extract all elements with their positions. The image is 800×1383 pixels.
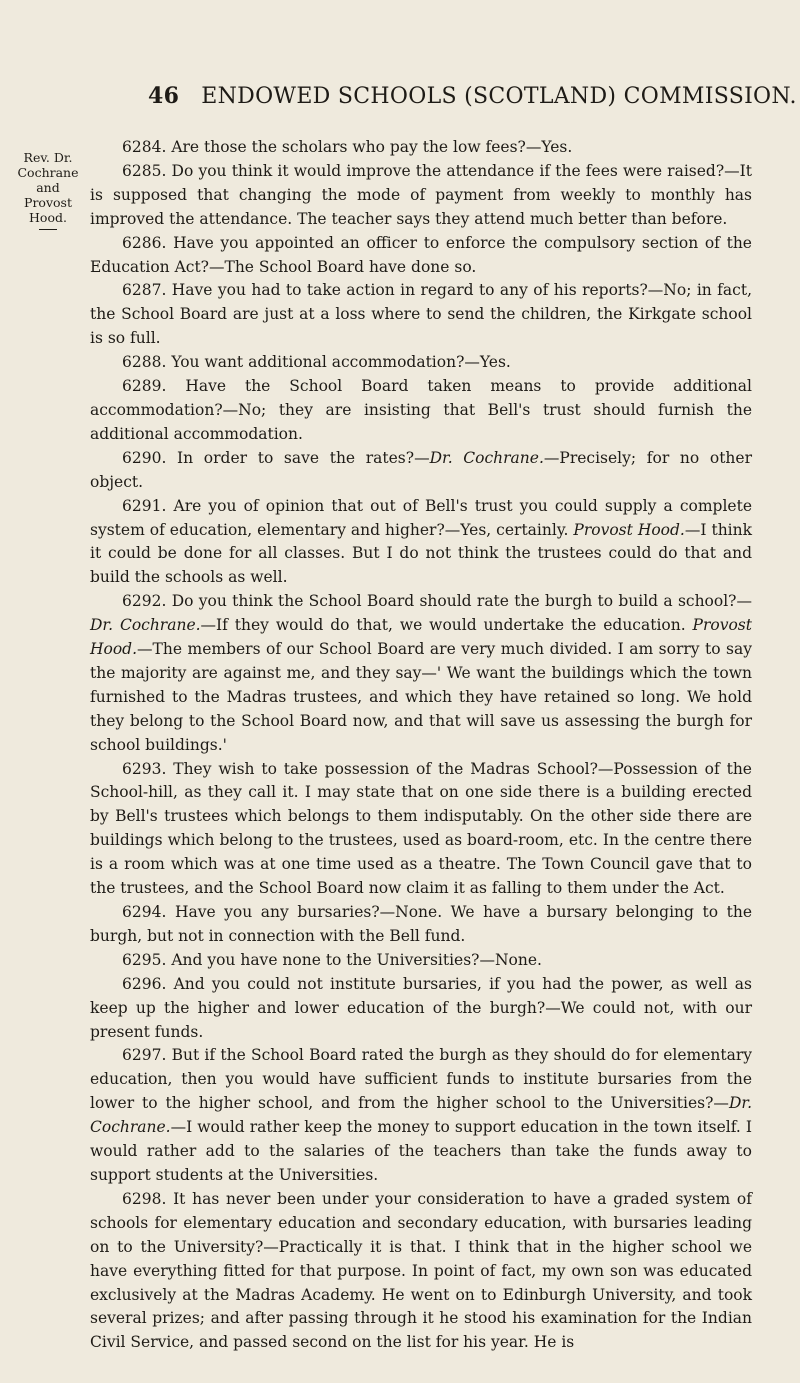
margin-note-line: Provost [24, 195, 72, 210]
question-number: 6289. [122, 377, 167, 396]
question-number: 6286. [122, 233, 167, 252]
speaker-name: Dr. Cochrane. [429, 448, 544, 467]
testimony-text: —The members of our School Board are very much divided. I am sorry to say the majority are against me, and they say—' We want the buildings which the town furnished to the Madras trustees, and which they have retained so long. We hold they belong to the School Board now, and that will save us assessing the burgh for school buildings.' [90, 640, 752, 754]
page-number: 46 [148, 83, 180, 109]
question-number: 6295. [122, 950, 167, 969]
testimony-paragraph [90, 590, 752, 757]
testimony-body [90, 136, 752, 1355]
testimony-text: In order to save the rates?— [177, 448, 430, 467]
testimony-paragraph [90, 495, 752, 591]
testimony-paragraph [90, 1044, 752, 1187]
testimony-paragraph [90, 375, 752, 447]
testimony-paragraph [90, 232, 752, 280]
margin-note-line: Hood. [29, 210, 67, 225]
testimony-text: —I think it could be done for all classes. But I do not think the trustees could do that and build the schools as well. [90, 520, 753, 587]
testimony-paragraph [90, 973, 752, 1045]
speaker-name: Dr. Cochrane. [90, 616, 201, 635]
testimony-paragraph [90, 136, 752, 160]
speaker-name: Dr. Cochrane. [90, 1094, 752, 1137]
testimony-text: They wish to take possession of the Madras School?—Possession of the School-hill, as they call it. I may state that on one side there is a building erected by Bell's trustees which belongs to them indisputably. On the other side there are buildings which belong to the trustees, used as board-room, etc. In the centre there is a room which was at one time used as a theatre. The Town Council gave that to the trustees, and the School Board now claim it as falling to them under the Act. [90, 759, 752, 898]
testimony-text: Have the School Board taken means to provide additional accommodation?—No; they are insisting that Bell's trust should furnish the additional accommodation. [90, 377, 752, 443]
margin-note-line: and [36, 180, 60, 195]
testimony-paragraph [90, 758, 752, 901]
testimony-paragraph [90, 160, 752, 232]
question-number: 6290. [122, 448, 167, 467]
question-number: 6294. [122, 903, 167, 921]
page-title: ENDOWED SCHOOLS (SCOTLAND) COMMISSION. [201, 84, 797, 109]
testimony-text: You want additional accommodation?—Yes. [171, 353, 511, 372]
testimony-paragraph [90, 949, 752, 973]
margin-note [16, 150, 80, 230]
page-header [148, 80, 797, 112]
testimony-text: Do you think it would improve the attendance if the fees were raised?—It is supposed that changing the mode of payment from weekly to monthly has improved the attendance. The teacher says they attend much better than before. [90, 161, 752, 228]
testimony-text: It has never been under your consideration to have a graded system of schools for elementary education and secondary education, with bursaries leading on to the University?—Practically it is that. I think that in the higher school we have everything fitted for that purpose. In point of fact, my own son was educated exclusively at the Madras Academy. He went on to Edinburgh University, and took several prizes; and after passing through it he stood his examination for the Indian Civil Service, and passed second on the list for his year. He is [90, 1189, 752, 1352]
testimony-paragraph [90, 901, 752, 949]
question-number: 6284. [122, 138, 167, 156]
question-number: 6296. [122, 974, 167, 993]
speaker-name: Provost Hood. [573, 520, 685, 539]
speaker-name: Provost Hood. [90, 616, 752, 659]
question-number: 6292. [122, 592, 167, 611]
testimony-text: Have you any bursaries?—None. We have a bursary belonging to the burgh, but not in connection with the Bell fund. [90, 903, 752, 945]
testimony-text: Do you think the School Board should rate the burgh to build a school?— [171, 592, 752, 611]
testimony-text: —Precisely; for no other object. [90, 448, 752, 491]
question-number: 6293. [122, 759, 167, 778]
question-number: 6291. [122, 496, 167, 515]
margin-note-line: Rev. Dr. [23, 150, 73, 165]
testimony-text: But if the School Board rated the burgh as they should do for elementary education, then you would have sufficient funds to institute bursaries from the lower to the higher school, and from the higher school to the Universities?— [90, 1046, 752, 1113]
question-number: 6287. [122, 281, 167, 300]
question-number: 6297. [122, 1046, 167, 1065]
testimony-text: —I would rather keep the money to support education in the town itself. I would rather add to the salaries of the teachers than take the funds away to support students at the Universities. [90, 1118, 752, 1184]
testimony-text: Are you of opinion that out of Bell's trust you could supply a complete system of education, elementary and higher?—Yes, certainly. [90, 496, 752, 539]
testimony-text: Have you had to take action in regard to any of his reports?—No; in fact, the School Board are just at a loss where to send the children, the Kirkgate school is so full. [90, 281, 752, 348]
margin-note-rule [39, 229, 57, 230]
testimony-text: —If they would do that, we would undertake the education. [200, 616, 693, 635]
testimony-text: Are those the scholars who pay the low fees?—Yes. [171, 138, 573, 156]
testimony-paragraph [90, 447, 752, 495]
testimony-text: And you have none to the Universities?—None. [171, 950, 542, 969]
testimony-text: And you could not institute bursaries, if you had the power, as well as keep up the higher and lower education of the burgh?—We could not, with our present funds. [90, 974, 752, 1041]
testimony-paragraph [90, 351, 752, 375]
question-number: 6288. [122, 353, 167, 372]
testimony-paragraph [90, 1188, 752, 1355]
testimony-text: Have you appointed an officer to enforce the compulsory section of the Education Act?—The School Board have done so. [90, 233, 752, 276]
margin-note-line: Cochrane [17, 165, 79, 180]
question-number: 6285. [122, 161, 167, 180]
testimony-paragraph [90, 279, 752, 351]
question-number: 6298. [122, 1189, 167, 1208]
